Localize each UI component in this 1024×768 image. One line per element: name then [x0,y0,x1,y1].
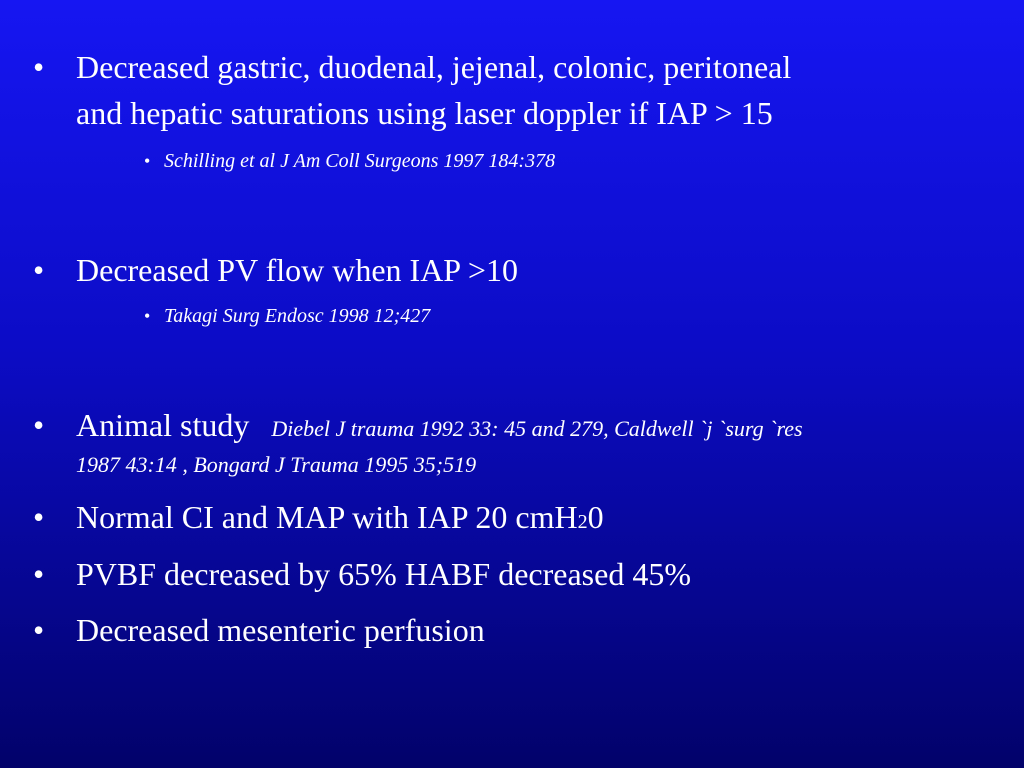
bullet-icon: • [33,612,45,648]
citation-2: Takagi Surg Endosc 1998 12;427 [164,305,431,327]
sub-bullet-icon: • [144,306,151,326]
bullet-text-2: Decreased PV flow when IAP >10 [76,252,518,288]
bullet-text-3-main: Animal study [76,407,250,443]
citation-1: Schilling et al J Am Coll Surgeons 1997 184:378 [164,150,556,172]
bullet-text-1-line-2: and hepatic saturations using laser doppler if IAP > 15 [76,95,773,131]
bullet-text-3 [76,402,1006,452]
bullet-icon: • [33,252,45,288]
bullet-text-5: PVBF decreased by 65% HABF decreased 45% [76,556,691,592]
bullet-text-6: Decreased mesenteric perfusion [76,612,485,648]
citation-3-line-2: 1987 43:14 , Bongard J Trauma 1995 35;519 [76,452,477,477]
bullet-text-1-line-1: Decreased gastric, duodenal, jejenal, colonic, peritoneal [76,49,792,85]
bullet-icon: • [33,499,45,535]
bullet-text-4-after: 0 [587,499,604,535]
bullet-text-1 [76,44,1006,136]
bullet-icon: • [33,49,45,85]
sub-bullet-icon: • [144,151,151,171]
bullet-icon: • [33,407,45,443]
subscript-2: 2 [577,511,588,533]
bullet-text-4-before: Normal CI and MAP with IAP 20 cmH [76,499,578,535]
bullet-text-4 [76,494,1006,545]
citation-3-line-1: Diebel J trauma 1992 33: 45 and 279, Caldwell `j `surg `res [271,416,803,441]
bullet-icon: • [33,556,45,592]
